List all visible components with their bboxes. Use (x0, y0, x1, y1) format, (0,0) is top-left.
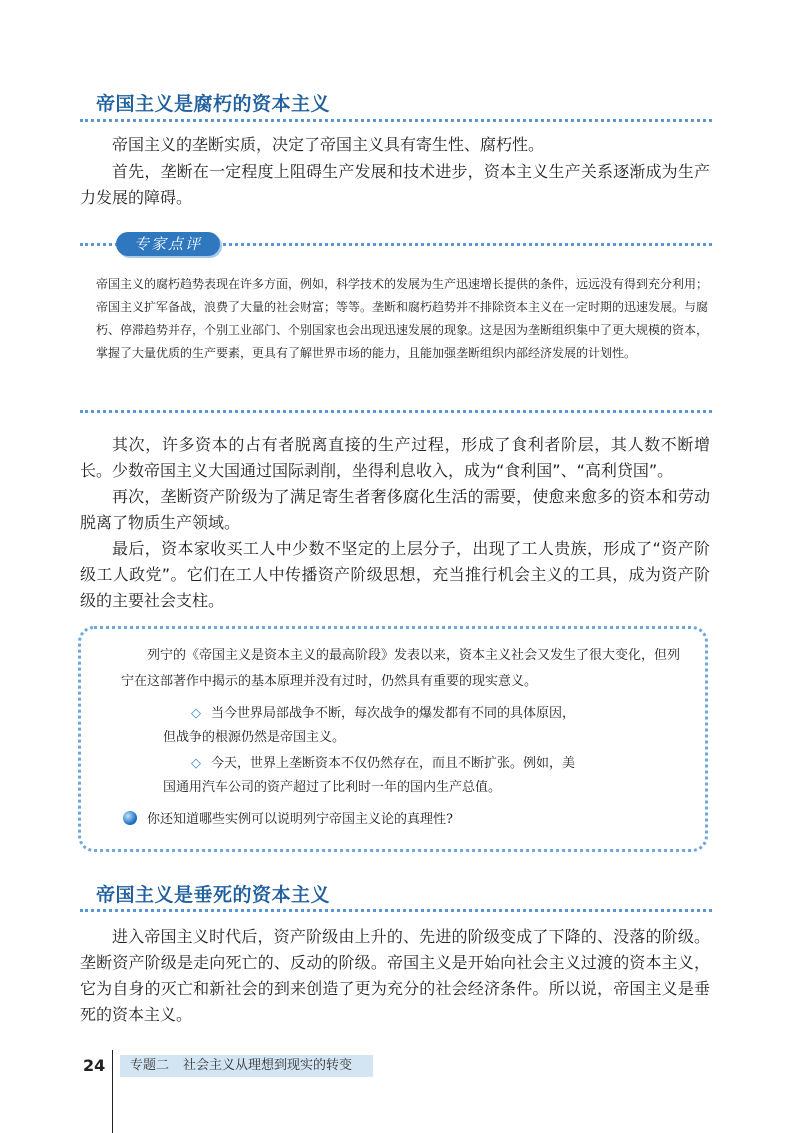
box-bullet-1-cont: 但战争的根源仍然是帝国主义。 (163, 730, 346, 745)
question-bullet-icon (123, 811, 137, 825)
box-question (123, 807, 693, 833)
section-divider (80, 909, 712, 912)
paragraph: 进入帝国主义时代后，资产阶级由上升的、先进的阶级变成了下降的、没落的阶级。垄断资产阶级是走向死亡的、反动的阶级。帝国主义是开始向社会主义过渡的资本主义，它为自身的灭亡和新社会的到来创造了更为充分的社会经济条件。所以说，帝国主义是垂死的资本主义。 (80, 927, 710, 1024)
footer-topic-title: 社会主义从理想到现实的转变 (183, 1058, 353, 1073)
box-bullet-2 (191, 751, 691, 777)
page-number: 24 (83, 1056, 106, 1075)
paragraph: 其次，许多资本的占有者脱离直接的生产过程，形成了食利者阶层，其人数不断增长。少数帝国主义大国通过国际剥削，坐得利息收入，成为“食利国”、“高利贷国”。 (80, 435, 710, 480)
box-intro: 列宁的《帝国主义是资本主义的最高阶段》发表以来，资本主义社会又发生了很大变化，但列宁在这部著作中揭示的基本原理并没有过时，仍然具有重要的现实意义。 (121, 648, 681, 689)
diamond-bullet-icon: ◇ (191, 706, 201, 721)
expert-comment-text: 帝国主义的腐朽趋势表现在许多方面，例如，科学技术的发展为生产迅速增长提供的条件，远远没有得到充分利用；帝国主义扩军备战，浪费了大量的社会财富；等等。垄断和腐朽趋势并不排除资本主义在一定时期的迅速发展。与腐朽、停滞趋势并存，个别工业部门、个别国家也会出现迅速发展的现象。这是因为垄断组织集中了更大规模的资本，掌握了大量优质的生产要素，更具有了解世界市场的能力，且能加强垄断组织内部经济发展的计划性。 (96, 277, 709, 360)
paragraph: 帝国主义的垄断实质，决定了帝国主义具有寄生性、腐朽性。 (112, 135, 545, 154)
bullet-text: 当今世界局部战争不断，每次战争的爆发都有不同的具体原因， (211, 706, 576, 721)
box-bullet-1 (191, 701, 691, 727)
running-footer (120, 1055, 373, 1077)
paragraph: 再次，垄断资产阶级为了满足寄生者奢侈腐化生活的需要，使愈来愈多的资本和劳动脱离了物质生产领域。 (80, 487, 710, 532)
footer-topic: 专题二 (130, 1058, 170, 1073)
bullet-text: 今天，世界上垄断资本不仅仍然存在，而且不断扩张。例如，美 (211, 756, 576, 771)
section-divider (80, 119, 712, 122)
diamond-bullet-icon: ◇ (191, 756, 201, 771)
section-title-dying: 帝国主义是垂死的资本主义 (96, 884, 331, 906)
footer-vertical-rule (112, 1050, 113, 1133)
box-bullet-2-cont: 国通用汽车公司的资产超过了比利时一年的国内生产总值。 (163, 780, 502, 795)
section-title-decadent: 帝国主义是腐朽的资本主义 (96, 93, 331, 115)
expert-comment-badge: 专家点评 (116, 232, 220, 256)
question-text: 你还知道哪些实例可以说明列宁帝国主义论的真理性? (147, 812, 453, 827)
expert-comment-header (80, 232, 712, 258)
section-divider (80, 410, 712, 413)
reading-box (78, 626, 708, 852)
paragraph: 最后，资本家收买工人中少数不坚定的上层分子，出现了工人贵族，形成了“资产阶级工人政党”。它们在工人中传播资产阶级思想，充当推行机会主义的工具，成为资产阶级的主要社会支柱。 (80, 539, 710, 610)
paragraph: 首先，垄断在一定程度上阻碍生产发展和技术进步，资本主义生产关系逐渐成为生产力发展的障碍。 (80, 162, 710, 207)
